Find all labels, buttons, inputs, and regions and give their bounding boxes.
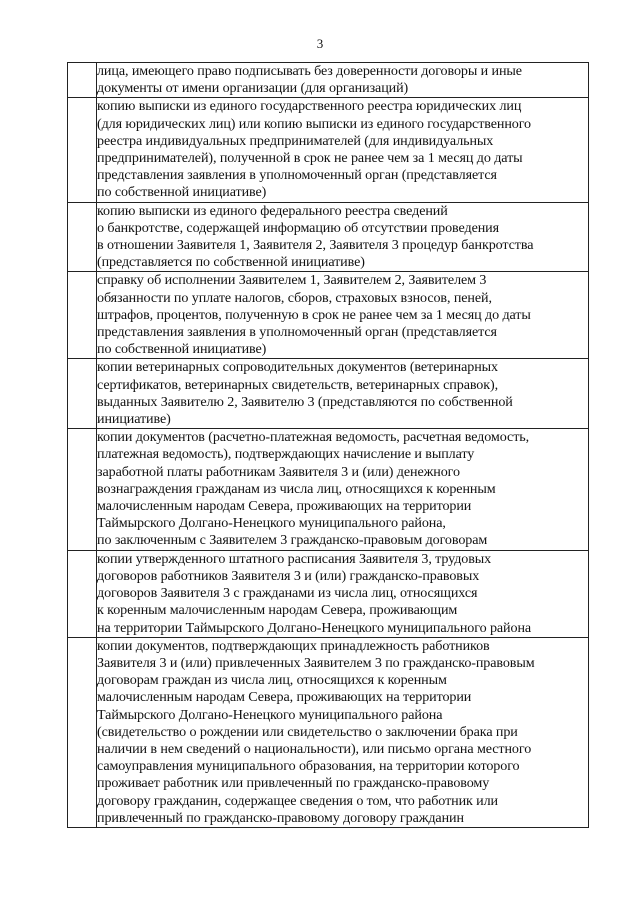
row-text: копию выписки из единого федерального реестра сведений о банкротстве, содержащей информацию об отсутствии проведения в отношении Заявителя 1, Заявителя 2, Заявителя 3 процедур банкротства (представляется по собственной инициативе) — [97, 202, 534, 271]
row-text: копии документов (расчетно-платежная ведомость, расчетная ведомость, платежная ведомость), подтверждающих начисление и выплату заработной платы работникам Заявителя 3 и (или) денежного вознаграждения гражданам из числа лиц, относящихся к коренным малочисленным народам Севера, проживающих на территории Таймырского Долгано-Ненецкого муниципального района, по заключенным с Заявителем 3 гражданско-правовым договорам — [97, 429, 529, 549]
table-row — [68, 550, 589, 637]
row-text-cell — [97, 429, 589, 550]
page-number: 3 — [316, 36, 324, 51]
row-text: копии документов, подтверждающих принадлежность работников Заявителя 3 и (или) привлеченных Заявителем 3 по гражданско-правовым договорам граждан из числа лиц, относящихся к коренным малочисленным народам Севера, проживающих на территории Таймырского Долгано-Ненецкого муниципального района (свидетельство о рождении или свидетельство о заключении брака при наличии в нем сведений о национальности), или письмо органа местного самоуправления муниципального образования, на территории которого проживает работник или привлеченный по гражданско-правовому договору гражданин, содержащее сведения о том, что работник или привлеченный по гражданско-правовому договору гражданин — [97, 637, 535, 826]
table-row — [68, 98, 589, 202]
row-text-cell — [97, 272, 589, 359]
row-text: справку об исполнении Заявителем 1, Заявителем 2, Заявителем 3 обязанности по уплате налогов, сборов, страховых взносов, пеней, штрафов, процентов, полученную в срок не ранее чем за 1 месяц до даты представления заявления в уполномоченный орган (представляется по собственной инициативе) — [97, 272, 531, 358]
row-number-cell — [68, 98, 97, 202]
row-text: копии ветеринарных сопроводительных документов (ветеринарных сертификатов, ветеринарных свидетельств, ветеринарных справок), выданных Заявителю 2, Заявителю 3 (представляются по собственной инициативе) — [97, 359, 513, 428]
row-text-cell — [97, 63, 589, 98]
row-number-cell — [68, 637, 97, 827]
row-number-cell — [68, 202, 97, 272]
row-text-cell — [97, 637, 589, 827]
row-text-cell — [97, 98, 589, 202]
row-number-cell — [68, 63, 97, 98]
row-text: копию выписки из единого государственного реестра юридических лиц (для юридических лиц) или копию выписки из единого государственного реестра индивидуальных предпринимателей (для индивидуальных предпринимателей), полученной в срок не ранее чем за 1 месяц до даты представления заявления в уполномоченный орган (представляется по собственной инициативе) — [97, 98, 531, 201]
row-text: копии утвержденного штатного расписания Заявителя 3, трудовых договоров работников Заявителя 3 и (или) гражданско-правовых договоров Заявителя 3 с гражданами из числа лиц, относящихся к коренным малочисленным народам Севера, проживающим на территории Таймырского Долгано-Ненецкого муниципального района — [97, 550, 532, 636]
row-number-cell — [68, 359, 97, 429]
table-row — [68, 359, 589, 429]
row-number-cell — [68, 429, 97, 550]
row-text-cell — [97, 550, 589, 637]
table-row — [68, 272, 589, 359]
table-row — [68, 63, 589, 98]
row-text-cell — [97, 359, 589, 429]
row-text: лица, имеющего право подписывать без доверенности договоры и иные документы от имени организации (для организаций) — [97, 63, 522, 97]
row-number-cell — [68, 272, 97, 359]
table-row — [68, 429, 589, 550]
row-number-cell — [68, 550, 97, 637]
table-row — [68, 202, 589, 272]
row-text-cell — [97, 202, 589, 272]
table-row — [68, 637, 589, 827]
document-requirements-table — [67, 62, 589, 828]
